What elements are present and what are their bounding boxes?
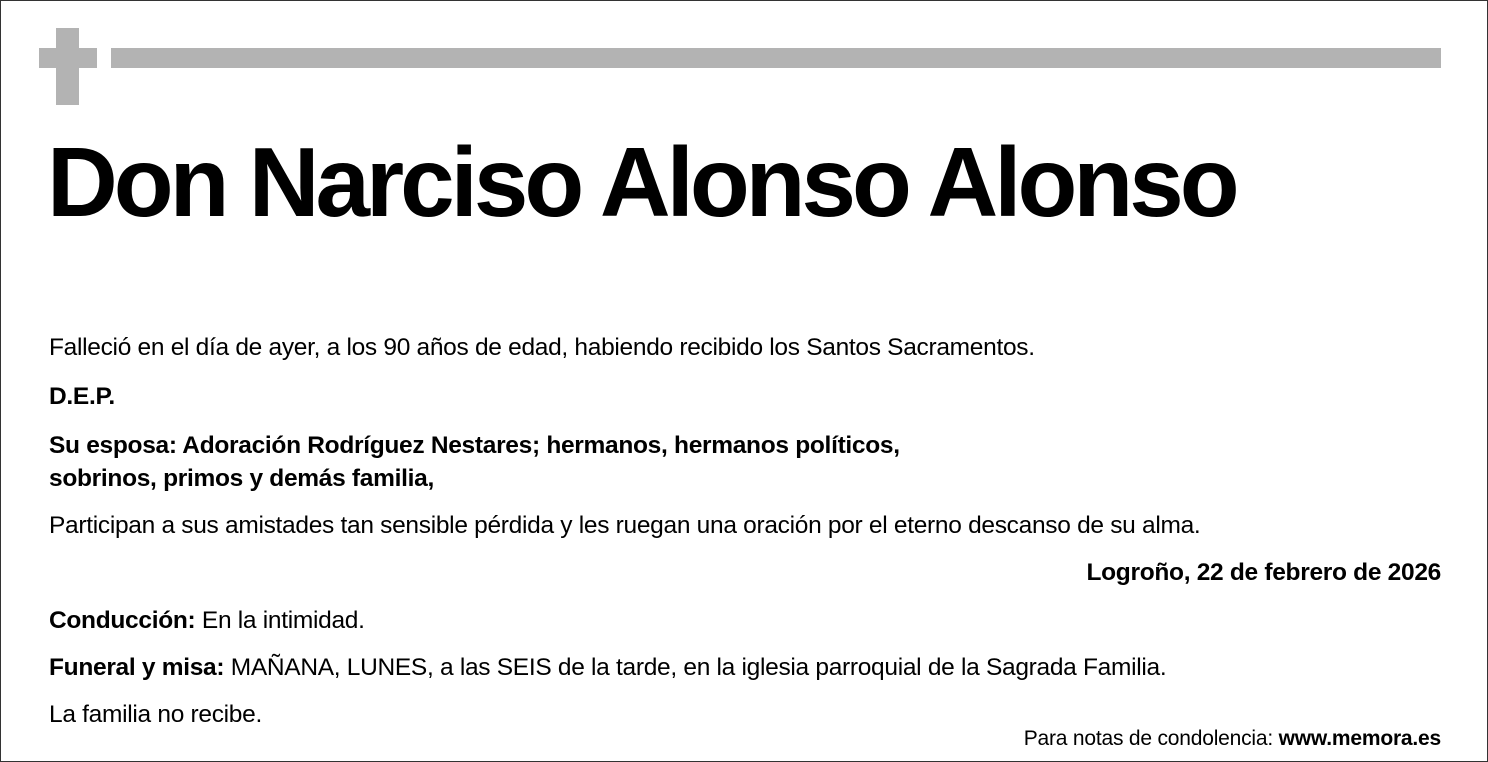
- deceased-name: Don Narciso Alonso Alonso: [47, 127, 1236, 237]
- family-line-2: sobrinos, primos y demás familia,: [49, 465, 434, 492]
- funeral-line: [49, 653, 1166, 682]
- family-line-1: Su esposa: Adoración Rodríguez Nestares; hermanos, hermanos políticos,: [49, 432, 900, 459]
- conduccion-label: Conducción:: [49, 607, 196, 634]
- dep-text: D.E.P.: [49, 383, 115, 410]
- conduccion-value: En la intimidad.: [195, 607, 365, 634]
- condolence-label: Para notas de condolencia:: [1023, 727, 1279, 750]
- funeral-value: MAÑANA, LUNES, a las SEIS de la tarde, en la iglesia parroquial de la Sagrada Familia.: [224, 654, 1167, 681]
- no-recibe-text: La familia no recibe.: [49, 701, 262, 728]
- header-rule: [111, 48, 1441, 68]
- funeral-label: Funeral y misa:: [49, 654, 225, 681]
- conduccion-line: [49, 606, 365, 635]
- cross-icon-bar: [39, 48, 97, 68]
- memora-link[interactable]: www.memora.es: [1278, 727, 1441, 750]
- place-date: Logroño, 22 de febrero de 2026: [1086, 559, 1441, 586]
- message-text: Participan a sus amistades tan sensible pérdida y les ruegan una oración por el eterno descanso de su alma.: [49, 512, 1201, 539]
- intro-text: Falleció en el día de ayer, a los 90 años de edad, habiendo recibido los Santos Sacramentos.: [49, 334, 1035, 361]
- condolence-footer: [1024, 727, 1441, 751]
